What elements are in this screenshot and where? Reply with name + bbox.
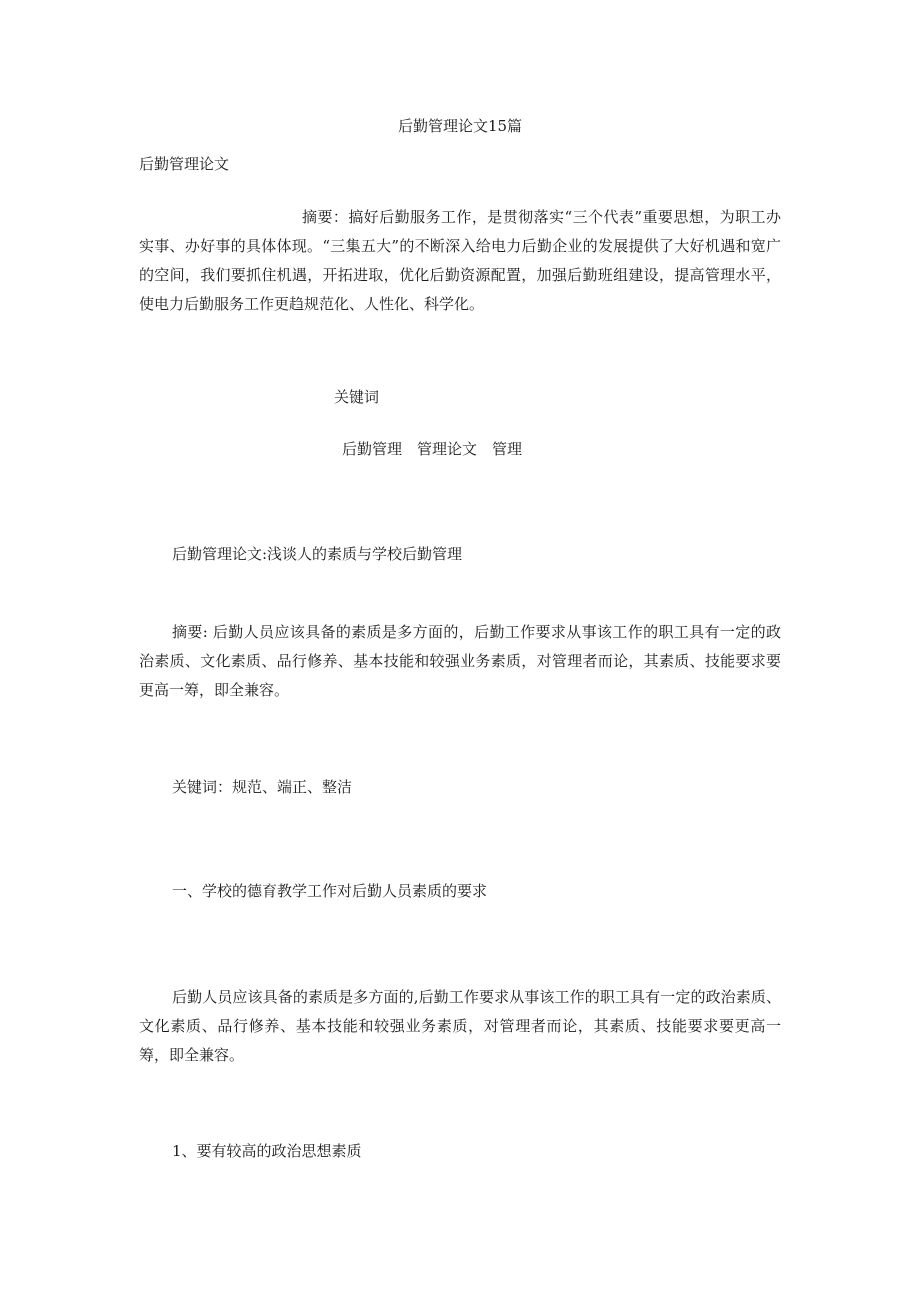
article-keywords: 关键词：规范、端正、整洁: [172, 778, 353, 796]
section-one-heading: 一、学校的德育教学工作对后勤人员素质的要求: [172, 882, 488, 900]
section-heading: 后勤管理论文: [139, 155, 230, 173]
article-abstract: 摘要: 后勤人员应该具备的素质是多方面的，后勤工作要求从事该工作的职工具有一定的政治素质、文化素质、品行修养、基本技能和较强业务素质，对管理者而论，其素质、技能要求要更高一筹，即全兼容。: [139, 623, 781, 699]
keywords-label: 关键词: [334, 388, 380, 406]
section-one-body: 后勤人员应该具备的素质是多方面的,后勤工作要求从事该工作的职工具有一定的政治素质、文化素质、品行修养、基本技能和较强业务素质，对管理者而论，其素质、技能要求要更高一筹，即全兼容。: [139, 988, 781, 1064]
subsection-one-heading: 1、要有较高的政治思想素质: [172, 1142, 362, 1160]
keywords-values: 后勤管理 管理论文 管理: [342, 440, 523, 458]
document-title: 后勤管理论文15篇: [397, 117, 523, 135]
abstract-text: 搞好后勤服务工作，是贯彻落实“三个代表”重要思想，为职工办实事、办好事的具体体现。“三集五大”的不断深入给电力后勤企业的发展提供了大好机遇和宽广的空间，我们要抓住机遇，开拓进取，优化后勤资源配置，加强后勤班组建设，提高管理水平，使电力后勤服务工作更趋规范化、人性化、科学化。: [139, 208, 781, 313]
abstract-label: 摘要：: [302, 208, 349, 226]
abstract-paragraph: [139, 203, 781, 319]
article-title: 后勤管理论文:浅谈人的素质与学校后勤管理: [172, 545, 463, 563]
